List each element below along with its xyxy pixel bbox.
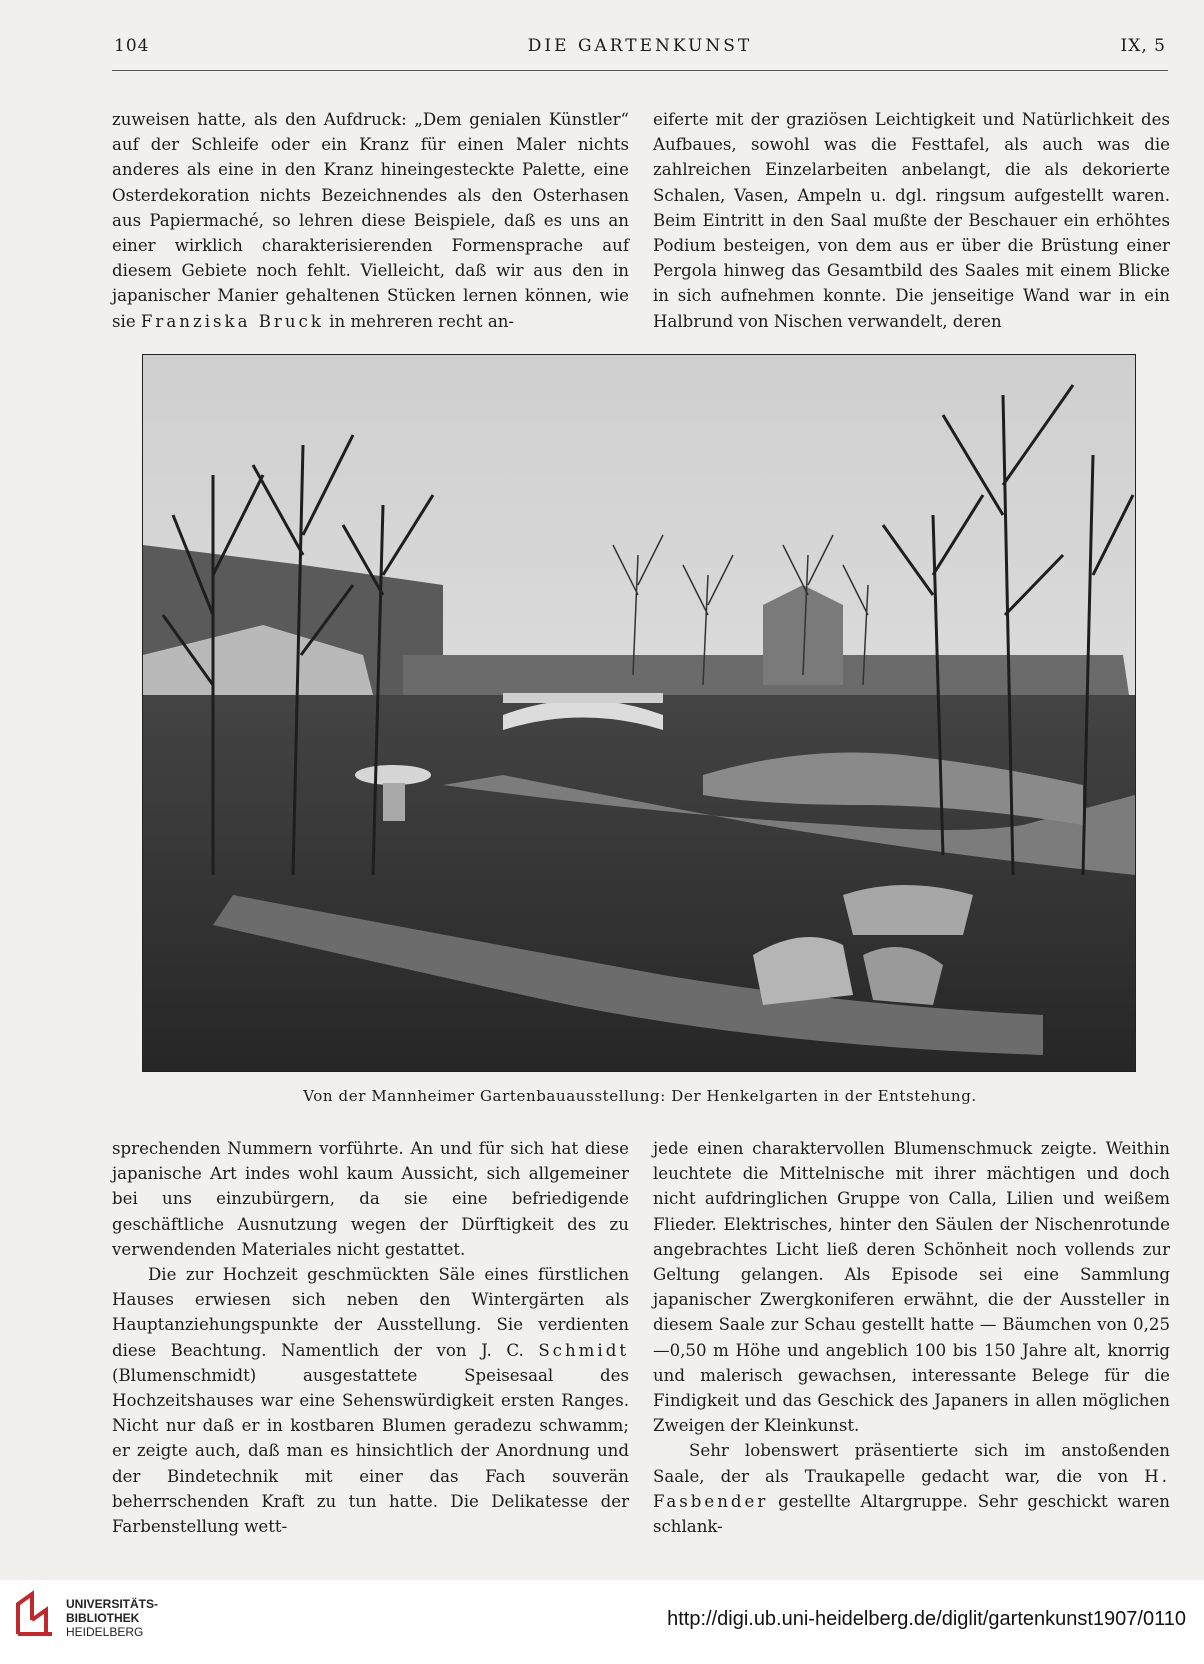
page-number: 104 — [114, 36, 150, 56]
paragraph: jede einen charaktervollen Blumenschmuck zeigte. Weithin leuchtete die Mittelnische mit ihrer mächtigen und doch nicht aufdringlichen Gruppe von Calla, Lilien und weißem Flieder. Elektrisches, hinter den Säulen der Nischenrotunde angebrachtes Licht ließ deren Schönheit noch vollends zur Geltung gelangen. Als Episode sei eine Sammlung japanischer Zwergkoniferen erwähnt, die der Aussteller in diesem Saale zur Schau gestellt hatte — Bäumchen von 0,25—0,50 m Höhe und angeblich 100 bis 150 Jahre alt, knorrig und malerisch gewachsen, interessante Belege für die Findigkeit und das Geschick des Japaners in allen möglichen Zweigen der Kleinkunst. — [653, 1139, 1170, 1436]
paragraph: zuweisen hatte, als den Aufdruck: „Dem genialen Künstler“ auf der Schleife oder ein Kranz für einen Maler nichts anderes als eine in den Kranz hineingesteckte Palette, eine Osterdekoration nichts Bezeichnendes als den Osterhasen aus Papiermaché, so lehren diese Beispiele, daß es uns an einer wirklich charakterisierenden Formensprache auf diesem Gebiete noch fehlt. Vielleicht, daß wir aus den in japanischer Manier gehaltenen Stücken lernen können, wie sie Franziska Bruck in mehreren recht an- — [112, 110, 629, 331]
paragraph: eiferte mit der graziösen Leichtigkeit und Natürlichkeit des Aufbaues, sowohl was die Festtafel, als auch was die zahlreichen Einzelarbeiten anbelangt, die als dekorierte Schalen, Vasen, Ampeln u. dgl. ringsum aufgestellt waren. Beim Eintritt in den Saal mußte der Beschauer ein erhöhtes Podium besteigen, von dem aus er über die Brüstung einer Pergola hinweg das Gesamtbild des Saales mit einem Blicke in sich aufnehmen konnte. Die jenseitige Wand war in ein Halbrund von Nischen verwandelt, deren — [653, 110, 1170, 331]
text-column-bottom-right — [653, 1136, 1170, 1539]
journal-title: DIE GARTENKUNST — [527, 36, 753, 56]
permalink-url[interactable]: http://digi.ub.uni-heidelberg.de/diglit/gartenkunst1907/0110 — [667, 1608, 1186, 1630]
paragraph: Sehr lobenswert präsentierte sich im anstoßenden Saale, der als Traukapelle gedacht war, die von H. Fasbender gestellte Altargruppe. Sehr geschickt waren schlank- — [653, 1441, 1170, 1537]
library-name-line: HEIDELBERG — [66, 1625, 144, 1639]
university-library-logo-icon[interactable] — [12, 1590, 58, 1642]
figure-caption: Von der Mannheimer Gartenbauausstellung: Der Henkelgarten in der Entstehung. — [303, 1087, 977, 1105]
volume-issue: IX, 5 — [1120, 36, 1166, 56]
text-column-top-left — [112, 107, 629, 334]
running-head — [114, 36, 1166, 62]
paragraph: Die zur Hochzeit geschmückten Säle eines fürstlichen Hauses erwiesen sich neben den Wintergärten als Hauptanziehungspunkte der Ausstellung. Sie verdienten diese Beachtung. Namentlich der von J. C. Schmidt (Blumenschmidt) ausgestattete Speisesaal des Hochzeitshauses war eine Sehenswürdigkeit ersten Ranges. Nicht nur daß er in kostbaren Blumen geradezu schwamm; er zeigte auch, daß man es hinsichtlich der Anordnung und der Bindetechnik mit einer das Fach souverän beherrschenden Kraft zu tun hatte. Die Delikatesse der Farbenstellung wett- — [112, 1265, 629, 1537]
garden-photograph — [142, 354, 1136, 1072]
text-column-top-right — [653, 107, 1170, 334]
paragraph: sprechenden Nummern vorführte. An und für sich hat diese japanische Art indes wohl kaum Aussicht, sich allgemeiner bei uns einzubürgern, da sie eine befriedigende geschäftliche Ausnutzung wegen der Dürftigkeit des zu verwendenden Materiales nicht gestattet. — [112, 1139, 629, 1259]
library-name-line: BIBLIOTHEK — [66, 1611, 140, 1625]
library-name[interactable] — [66, 1597, 158, 1639]
header-rule — [112, 70, 1168, 71]
library-name-line: UNIVERSITÄTS- — [66, 1597, 159, 1611]
text-column-bottom-left — [112, 1136, 629, 1539]
library-footer — [0, 1580, 1204, 1664]
